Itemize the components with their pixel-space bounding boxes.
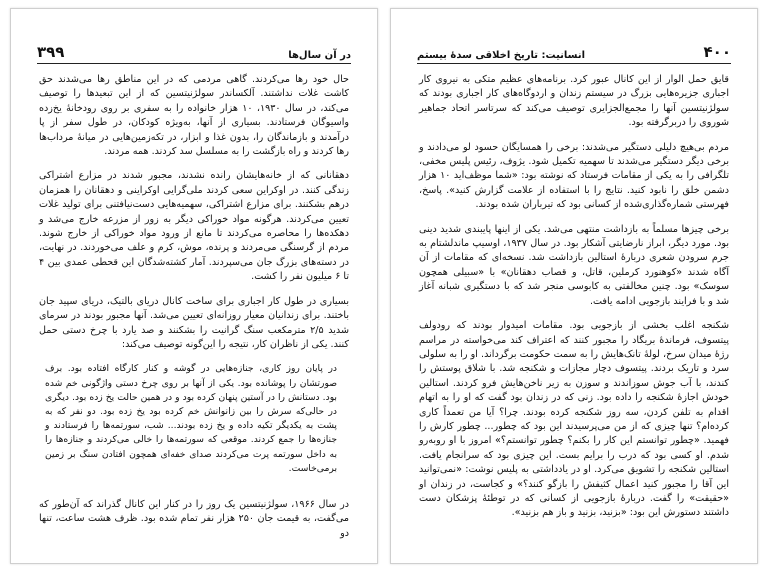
page-number: ۴۰۰ <box>703 43 731 61</box>
paragraph: برخی چیزها مسلماً به بازداشت منتهی می‌شد. یکی از اینها پایبندی شدید دینی بود. مورد دیگر، ابراز نارضایتی آشکار بود. در سال ۱۹۳۷، اوسیپ ماندلشتام به جرم سرودن شعری دربارهٔ استالین بازداشت شد. نسخه‌ای که مقامات از آن آگاه شدند «کوهنورد کرملین، قاتل، و قصاب دهقانان» با «سبیلی همچون سوسک» بود. چنین مخالفتی به کابوسی منجر شد که با دستگیری شبانه آغاز شد و با فرایند بازجویی ادامه یافت. <box>419 223 729 307</box>
paragraph: در سال ۱۹۶۶، سولژنیتسین یک روز را در کنار این کانال گذراند که آن‌طور که می‌گفت، به قیمت جان ۲۵۰ هزار نفر تمام شده بود. ظرف هشت ساعت، تنها دو <box>39 498 350 539</box>
page-number: ۳۹۹ <box>37 43 65 61</box>
right-page <box>390 8 758 564</box>
running-title: در آن سال‌ها <box>288 50 351 61</box>
block-quote: در پایان روز کاری، جنازه‌هایی در گوشه و کنار کارگاه افتاده بود. برف صورتشان را پوشانده بود. یکی از آنها بر روی چرخ دستی واژگونی خم شده بود. دستانش را در آستین پنهان کرده بود و در همین حالت یخ زده بود. دیگری در حالی‌که سرش را بین زانوانش خم کرده بود یخ زده بود. دو نفر که به پشت به یکدیگر تکیه داده و یخ زده بودند... شب، سورتمه‌ها را فرستادند و جنازه‌ها را جمع کردند. موقعی که سورتمه‌ها را خالی می‌کردند و جنازه‌ها را به داخل سورتمه پرت می‌کردند صدای خفه‌ای همچون افتادن سنگ بر زمین برمی‌خاست. <box>45 363 337 474</box>
paragraph: بسیاری در طول کار اجباری برای ساخت کانال دریای بالتیک، دریای سپید جان باختند. برای زندانیان معیار روزانه‌ای تعیین می‌شد. آنها مجبور بودند در سرمای شدید ۲/۵ مترمکعب سنگ گرانیت را بشکنند و صد یارد با چرخ دستی حمل کنند. یکی از ناظران کار، نتیجه را این‌گونه توصیف می‌کند: <box>39 295 349 350</box>
paragraph: مردم بی‌هیچ دلیلی دستگیر می‌شدند: برخی را همسایگان حسود لو می‌دادند و برخی دیگر دستگیر می‌شدند تا سهمیه تکمیل شود. یژوف، رئیس پلیس مخفی، تلگرافی را به یکی از مقامات فرستاد که نوشته بود: «شما موظف‌اید ۱۰ هزار دشمن خلق را نابود کنید. نتایج را با استفاده از علامت گزارش کنید». پاسخ، فهرستی شماره‌گذاری‌شده از کسانی بود که تیرباران شده بودند. <box>419 141 729 211</box>
page-body <box>419 73 729 549</box>
paragraph: دهقانانی که از خانه‌هایشان رانده نشدند، مجبور شدند در مزارع اشتراکی زندگی کنند. در اوکراین سعی کردند ملی‌گرایی اوکراینی و دهقانان را همزمان درهم بشکنند. برای مزارع اشتراکی، سهمیه‌هایی دست‌نیافتنی برای تولید غلات تعیین می‌کردند. هرگونه مواد خوراکی دیگر به زور از مزرعه خارج می‌شد و دهکده‌ها را محاصره می‌کردند تا مانع از ورود مواد خوراکی از خارج شوند. مردم از گرسنگی می‌مردند و پرنده، موش، کرم و علف می‌خوردند. در نهایت، در دسته‌های بزرگ جان می‌سپردند. آمار کشته‌شدگان این قحطی عمدی بین ۴ تا ۶ میلیون نفر را کشت. <box>39 170 349 283</box>
page-header <box>417 39 731 64</box>
running-title: انسانیت: تاریخ اخلاقی سدهٔ بیستم <box>417 50 586 61</box>
paragraph: قایق حمل الوار از این کانال عبور کرد. برنامه‌های عظیم متکی به نیروی کار اجباری جزیره‌هایی بزرگ در سیستم زندان و اردوگاه‌های کار اجباری بودند که سولژنیتسین آنها را مجمع‌الجزایری توصیف می‌کند که سرتاسر اتحاد جماهیر شوروی را دربرگرفته بود. <box>419 74 729 129</box>
paragraph: حال خود رها می‌کردند. گاهی مردمی که در این مناطق رها می‌شدند حق کاشت غلات نداشتند. آلکساندر سولژنیتسین که از این تبعیدها را توصیف می‌کند، در سال ۱۹۳۰، ۱۰ هزار خانواده را به سفری بر روی رودخانهٔ یخ‌زده واسیوگان فرستادند. بسیاری از آنها، به‌ویژه کودکان، در طول سفر از پا درآمدند و بازماندگان را، بدون غذا و ابزار، در تکه‌زمین‌هایی در میانهٔ مرداب‌ها رها کردند و راه بازگشت را به مسلسل سد کردند. همه مردند. <box>39 74 349 158</box>
page-header <box>37 39 351 64</box>
left-page <box>10 8 378 564</box>
page-body <box>39 73 349 549</box>
paragraph: شکنجه اغلب بخشی از بازجویی بود. مقامات امیدوار بودند که رودولف پیتسوف، فرماندهٔ بریگاد را مجبور کنند که اعتراف کند می‌خواسته در مراسم رژهٔ میدان سرخ، لولهٔ تانک‌هایش را به سمت حکومت برگرداند. او را به سلولی سرد و تاریک بردند. پیتسوف دچار مجازات و شکنجه شد. با شلاق پوستش را کندند، با آب جوش سوزاندند و سوزن به زیر ناخن‌هایش فرو کردند. استالین خودش اجازهٔ شکنجه را داده بود. زنی که در زندان بود گفت که او را به اتهام اقدام به تلفن کردن، سه روز شکنجه کرده بودند. چرا؟ آیا من تعمداً کاری کرده‌ام؟ تنها چیزی که از من می‌پرسیدند این بود که چطور... چطور کارش را فهمید. «چطور توانستم این کار را بکنم؟ چطور توانستم؟» امروز با او روبه‌رو شدم. او کسی بود که درب را برایم بست. این چیزی بود که سرانجام یافت. استالین شکنجه را تشویق می‌کرد. او در یادداشتی به پلیس نوشت: «نمی‌توانید این آقا را مجبور کنید اعمال کثیفش را بازگو کنند؟» و کجاست، در زندان او «حقیقت» را گفت. دربارهٔ بازجویی از کسانی که در توطئهٔ پزشکان دست داشتند دستورش این بود: «بزنید، بزنید و باز هم بزنید». <box>419 320 729 519</box>
